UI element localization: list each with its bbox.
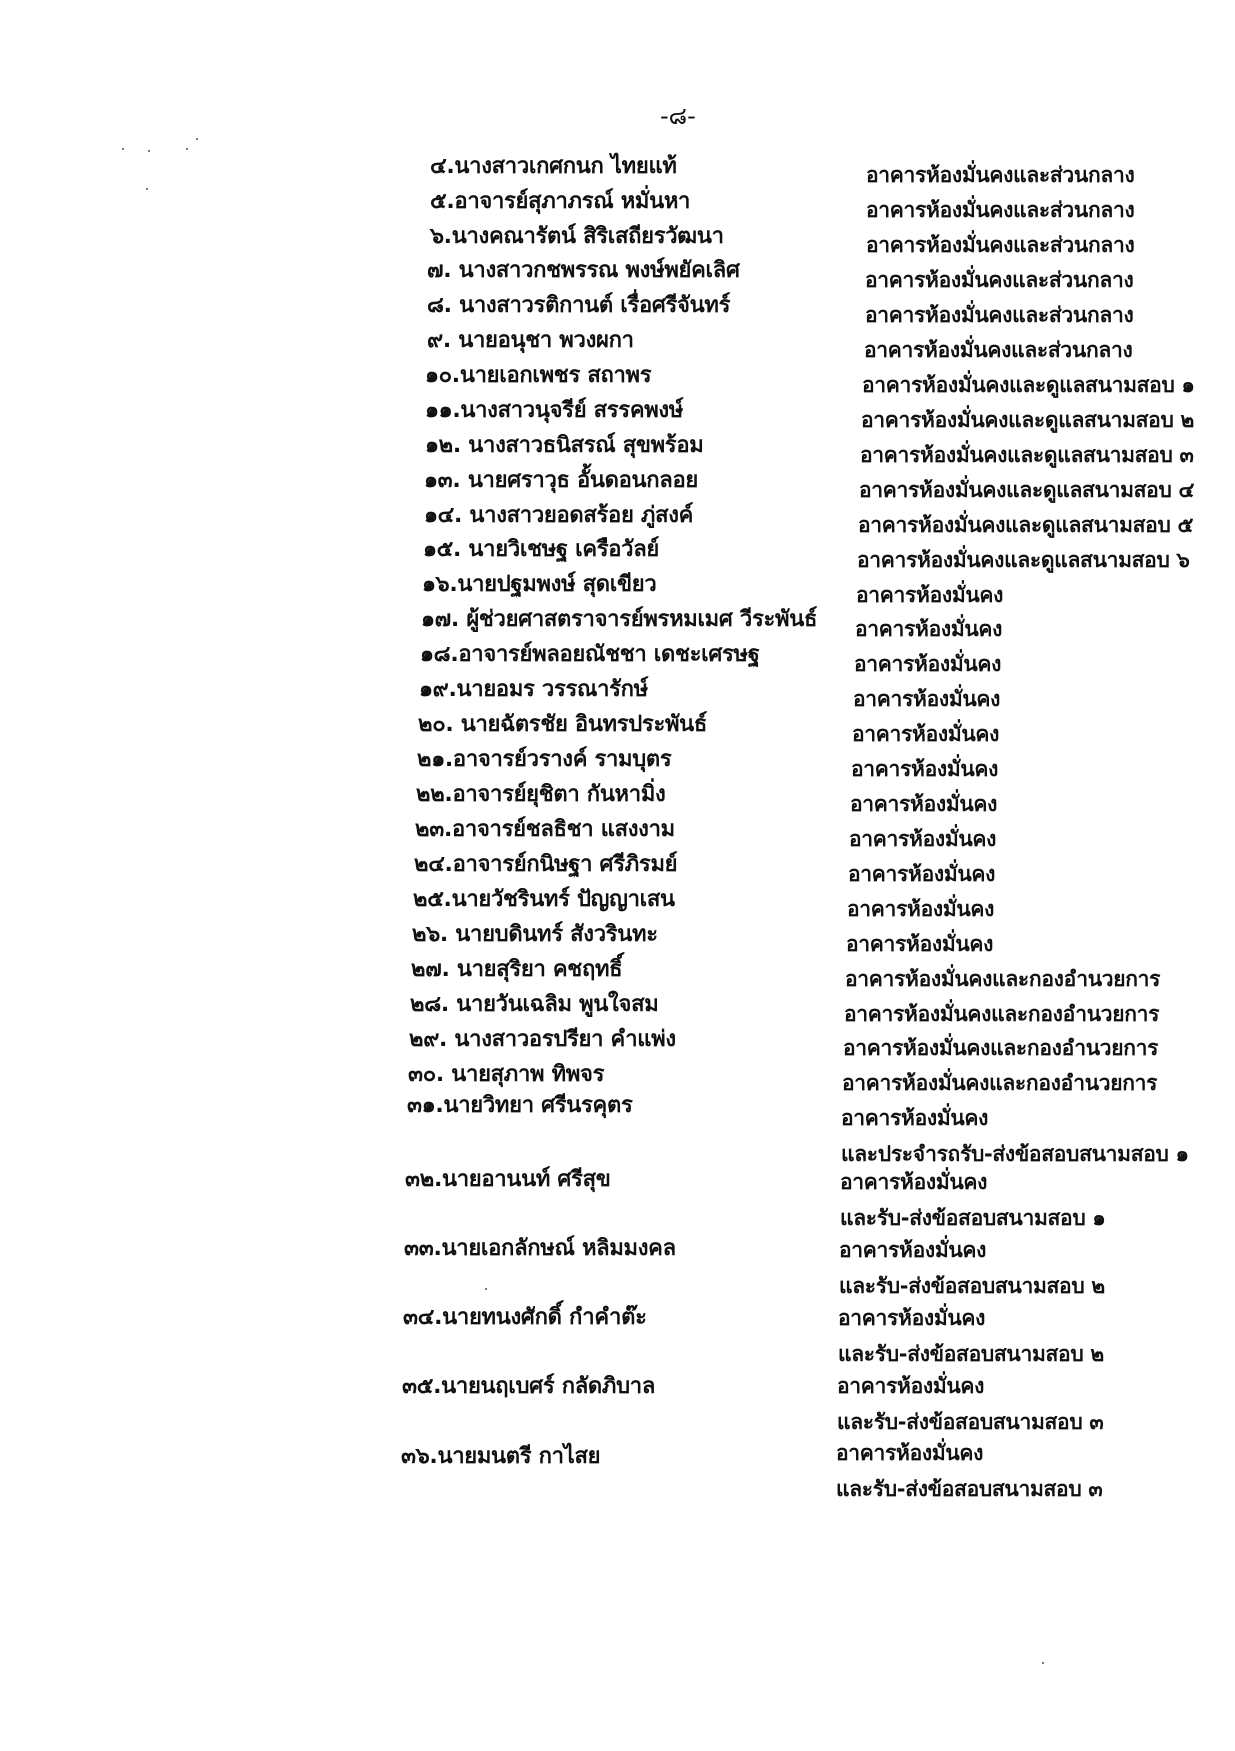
duty-line: อาคารห้องมั่นคงและส่วนกลาง [865, 268, 1134, 292]
staff-name: ๘. นางสาวรติกานต์ เรื่อศรีจันทร์ [427, 293, 731, 318]
staff-name: ๕.อาจารย์สุภาภรณ์ หมั่นหา [430, 189, 691, 214]
duty-line: และรับ-ส่งข้อสอบสนามสอบ ๓ [837, 1410, 1104, 1434]
staff-name: ๓๖.นายมนตรี กาไสย [401, 1444, 601, 1469]
duty-line: อาคารห้องมั่นคงและกองอำนวยการ [842, 1071, 1158, 1095]
staff-duty [865, 262, 1133, 298]
staff-duty [856, 577, 1003, 613]
staff-duty [861, 402, 1194, 438]
duty-line: อาคารห้องมั่นคงและดูแลสนามสอบ ๕ [858, 513, 1194, 537]
duty-line: และรับ-ส่งข้อสอบสนามสอบ ๑ [840, 1206, 1106, 1230]
scan-speck [196, 138, 198, 140]
staff-duty [842, 1065, 1157, 1101]
staff-name: ๖.นางคณารัตน์ สิริเสถียรวัฒนา [430, 224, 724, 249]
duty-line: อาคารห้องมั่นคง [848, 862, 996, 886]
staff-duty [839, 1232, 1105, 1304]
staff-duty [852, 716, 999, 752]
staff-name: ๒๓.อาจารย์ชลธิชา แสงงาม [415, 817, 675, 842]
staff-name: ๒๒.อาจารย์ยุชิตา กันหามิ่ง [416, 782, 666, 807]
staff-name: ๑๒. นางสาวธนิสรณ์ สุขพร้อม [425, 433, 704, 458]
staff-name: ๑๙.นายอมร วรรณารักษ์ [419, 677, 648, 702]
duty-line: อาคารห้องมั่นคง [851, 757, 999, 781]
scan-speck [485, 1288, 487, 1290]
staff-name: ๗. นางสาวกชพรรณ พงษ์พยัคเลิศ [427, 258, 740, 283]
duty-line: และรับ-ส่งข้อสอบสนามสอบ ๒ [839, 1274, 1105, 1298]
staff-duty [837, 1368, 1103, 1440]
staff-duty [843, 1030, 1158, 1066]
staff-name: ๓๒.นายอานนท์ ศรีสุข [405, 1167, 611, 1192]
staff-duty [849, 821, 996, 857]
duty-line: อาคารห้องมั่นคง [856, 583, 1004, 607]
staff-name: ๒๕.นายวัชรินทร์ ปัญญาเสน [413, 887, 675, 912]
duty-line: อาคารห้องมั่นคง [839, 1238, 987, 1262]
duty-line: อาคารห้องมั่นคงและส่วนกลาง [866, 233, 1135, 257]
staff-name: ๑๗. ผู้ช่วยศาสตราจารย์พรหมเมศ วีระพันธ์ [421, 607, 818, 632]
scan-speck [148, 150, 150, 152]
duty-line: อาคารห้องมั่นคงและดูแลสนามสอบ ๓ [860, 443, 1194, 467]
staff-name: ๒๖. นายบดินทร์ สังวรินทะ [412, 922, 658, 947]
staff-duty [840, 1164, 1105, 1236]
duty-line: อาคารห้องมั่นคงและส่วนกลาง [864, 338, 1133, 362]
duty-line: อาคารห้องมั่นคงและส่วนกลาง [865, 303, 1134, 327]
duty-line: อาคารห้องมั่นคงและส่วนกลาง [866, 198, 1135, 222]
staff-duty [845, 961, 1160, 997]
staff-name: ๒๙. นางสาวอรปรียา คำแพ่ง [409, 1027, 676, 1052]
staff-name: ๑๖.นายปฐมพงษ์ สุดเขียว [422, 572, 657, 597]
staff-name: ๓๓.นายเอกลักษณ์ หลิมมงคล [404, 1236, 676, 1261]
scan-speck [146, 188, 148, 190]
scan-speck [122, 148, 124, 150]
staff-name: ๓๐. นายสุภาพ ทิพจร [408, 1062, 605, 1087]
staff-name: ๑๔. นางสาวยอดสร้อย ภู่สงค์ [424, 503, 694, 528]
duty-line: อาคารห้องมั่นคงและกองอำนวยการ [843, 1036, 1159, 1060]
staff-name: ๓๔.นายทนงศักดิ์ กำคำต๊ะ [403, 1305, 647, 1330]
duty-line: อาคารห้องมั่นคง [850, 792, 998, 816]
staff-duty [846, 926, 993, 962]
staff-name: ๑๐.นายเอกเพชร สถาพร [425, 363, 652, 388]
staff-name: ๑๕. นายวิเชษฐ เครือวัลย์ [423, 537, 660, 562]
staff-duty [865, 297, 1133, 333]
staff-duty [853, 681, 1000, 717]
duty-line: อาคารห้องมั่นคงและดูแลสนามสอบ ๑ [862, 373, 1195, 397]
staff-duty [862, 367, 1195, 403]
staff-name: ๒๘. นายวันเฉลิม พูนใจสม [410, 992, 659, 1017]
staff-duty [847, 891, 994, 927]
duty-line: อาคารห้องมั่นคงและกองอำนวยการ [844, 1002, 1160, 1026]
duty-line: อาคารห้องมั่นคง [849, 827, 997, 851]
staff-name: ๑๑.นางสาวนุจรีย์ สรรคพงษ์ [425, 398, 684, 423]
duty-line: อาคารห้องมั่นคง [847, 897, 995, 921]
staff-duty [859, 472, 1194, 508]
duty-line: อาคารห้องมั่นคง [837, 1374, 985, 1398]
staff-name: ๒๐. นายฉัตรชัย อินทรประพันธ์ [418, 712, 708, 737]
scan-speck [186, 148, 188, 150]
duty-line: อาคารห้องมั่นคง [852, 722, 1000, 746]
duty-line: และรับ-ส่งข้อสอบสนามสอบ ๓ [836, 1477, 1103, 1501]
duty-line: และรับ-ส่งข้อสอบสนามสอบ ๒ [838, 1342, 1104, 1366]
duty-line: อาคารห้องมั่นคงและกองอำนวยการ [845, 967, 1161, 991]
duty-line: อาคารห้องมั่นคง [846, 932, 994, 956]
duty-line: อาคารห้องมั่นคง [836, 1441, 984, 1465]
page-number: -๘- [660, 102, 696, 130]
staff-duty [860, 437, 1194, 473]
duty-line: อาคารห้องมั่นคงและดูแลสนามสอบ ๒ [861, 408, 1195, 432]
scan-speck [1042, 1662, 1044, 1664]
staff-duty [866, 192, 1134, 228]
staff-duty [851, 751, 998, 787]
duty-line: อาคารห้องมั่นคงและส่วนกลาง [866, 163, 1135, 187]
staff-duty [855, 611, 1002, 647]
staff-name: ๙. นายอนุชา พวงผกา [427, 328, 634, 353]
staff-duty [850, 786, 997, 822]
duty-line: อาคารห้องมั่นคง [838, 1306, 986, 1330]
staff-duty [858, 507, 1193, 543]
duty-line: อาคารห้องมั่นคงและดูแลสนามสอบ ๔ [859, 478, 1195, 502]
staff-name: ๓๕.นายนฤเบศร์ กลัดภิบาล [402, 1374, 656, 1399]
staff-name: ๒๑.อาจารย์วรางค์ รามบุตร [417, 747, 672, 772]
staff-name: ๒๔.อาจารย์กนิษฐา ศรีภิรมย์ [414, 852, 678, 877]
duty-line: อาคารห้องมั่นคง [853, 687, 1001, 711]
staff-duty [844, 996, 1159, 1032]
staff-duty [841, 1100, 1189, 1172]
staff-duty [857, 542, 1190, 578]
staff-duty [838, 1300, 1104, 1372]
staff-name: ๔.นางสาวเกศกนก ไทยแท้ [430, 154, 677, 179]
staff-duty [836, 1435, 1102, 1507]
duty-line: อาคารห้องมั่นคงและดูแลสนามสอบ ๖ [857, 548, 1190, 572]
duty-line: อาคารห้องมั่นคง [854, 652, 1002, 676]
duty-line: อาคารห้องมั่นคง [841, 1106, 989, 1130]
duty-line: และประจำรถรับ-ส่งข้อสอบสนามสอบ ๑ [841, 1142, 1189, 1166]
staff-name: ๓๑.นายวิทยา ศรีนรคุตร [407, 1093, 633, 1118]
staff-name: ๒๗. นายสุริยา คชฤทธิ์ [411, 957, 623, 982]
duty-line: อาคารห้องมั่นคง [840, 1170, 988, 1194]
staff-duty [848, 856, 995, 892]
duty-line: อาคารห้องมั่นคง [855, 617, 1003, 641]
staff-duty [864, 332, 1132, 368]
staff-duty [866, 227, 1134, 263]
staff-name: ๑๓. นายศราวุธ อั้นดอนกลอย [424, 468, 698, 493]
staff-name: ๑๘.อาจารย์พลอยณัชชา เดชะเศรษฐ [420, 642, 760, 667]
staff-duty [866, 157, 1134, 193]
staff-duty [854, 646, 1001, 682]
